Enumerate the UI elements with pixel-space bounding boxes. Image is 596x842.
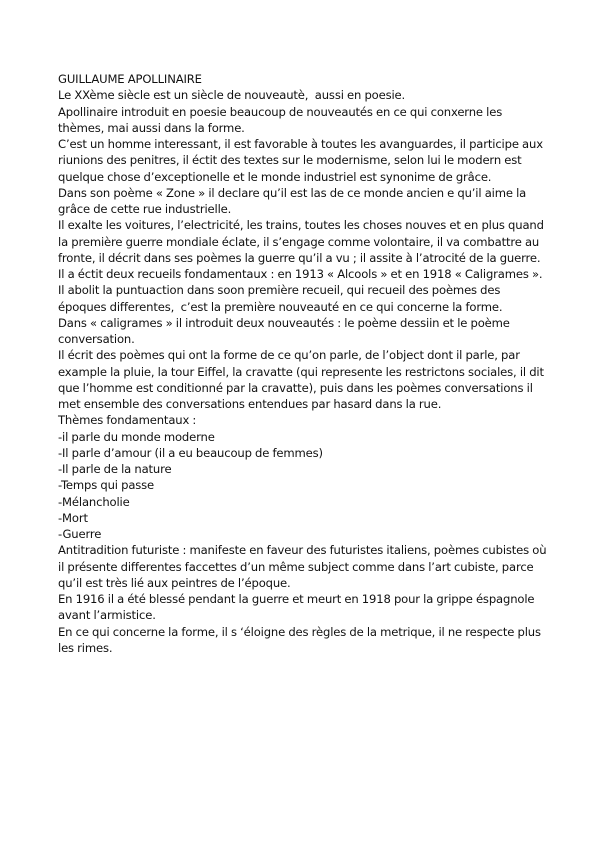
paragraph: Antitradition futuriste : manifeste en faveur des futuristes italiens, poèmes cubistes où il présente differentes faccettes d’un même subject comme dans l’art cubiste, parce qu’il est très lié aux peintres de l’époque. — [58, 543, 550, 590]
document-title: GUILLAUME APOLLINAIRE — [58, 72, 202, 86]
paragraph: Dans son poème « Zone » il declare qu’il est las de ce monde ancien e qu’il aime la grâce de cette rue industrielle. — [58, 185, 530, 216]
paragraph: Il a éctit deux recueils fondamentaux : en 1913 « Alcools » et en 1918 « Caligrames ». — [58, 267, 543, 281]
paragraph: Il abolit la puntuaction dans soon première recueil, qui recueil des poèmes des époques differentes, c’est la première nouveauté en ce qui concerne la forme. — [58, 283, 504, 314]
paragraph: En ce qui concerne la forme, il s ‘éloigne des règles de la metrique, il ne respecte plus les rimes. — [58, 624, 545, 655]
paragraph: Dans « caligrames » il introduit deux nouveautés : le poème dessiin et le poème conversation. — [58, 315, 513, 346]
list-item: -Mort — [58, 510, 88, 525]
list-item: -Mélancholie — [58, 494, 130, 509]
list-item: -Il parle d’amour (il a eu beaucoup de femmes) — [58, 445, 323, 460]
list-item: -Guerre — [58, 527, 102, 541]
paragraph: En 1916 il a été blessé pendant la guerre et meurt en 1918 pour la grippe éspagnole avant l’armistice. — [58, 592, 538, 623]
list-item: -il parle du monde moderne — [58, 429, 215, 444]
paragraph: Le XXème siècle est un siècle de nouveautè, aussi en poesie. — [58, 88, 406, 103]
paragraph: C’est un homme interessant, il est favorable à toutes les avanguardes, il participe aux riunions des penitres, il éctit des textes sur le modernisme, selon lui le modern est quelque chose d’exceptionelle et le monde industriel est synonime de grâce. — [58, 137, 547, 184]
paragraph: Apollinaire introduit en poesie beaucoup de nouveautés en ce qui conxerne les thèmes, mai aussi dans la forme. — [58, 104, 506, 135]
list-item: -Il parle de la nature — [58, 462, 172, 476]
section-heading: Thèmes fondamentaux : — [58, 413, 197, 428]
paragraph: Il écrit des poèmes qui ont la forme de ce qu’on parle, de l’object dont il parle, par example la pluie, la tour Eiffel, la cravatte (qui represente les restrictons sociales, il dit que l’homme est conditionné par la cravatte), puis dans les poèmes conversations il met ensemble des conversations entendues par hasard dans la rue. — [58, 348, 548, 411]
paragraph: Il exalte les voitures, l’electricité, les trains, toutes les choses nouves et en plus quand la première guerre mondiale éclate, il s’engage comme volontaire, il va combattre au fronte, il décrit dans ses poèmes la guerre qu’il a vu ; il assite à l’atrocité de la guerre. — [58, 218, 548, 265]
list-item: -Temps qui passe — [58, 478, 155, 493]
document-page — [58, 71, 548, 656]
